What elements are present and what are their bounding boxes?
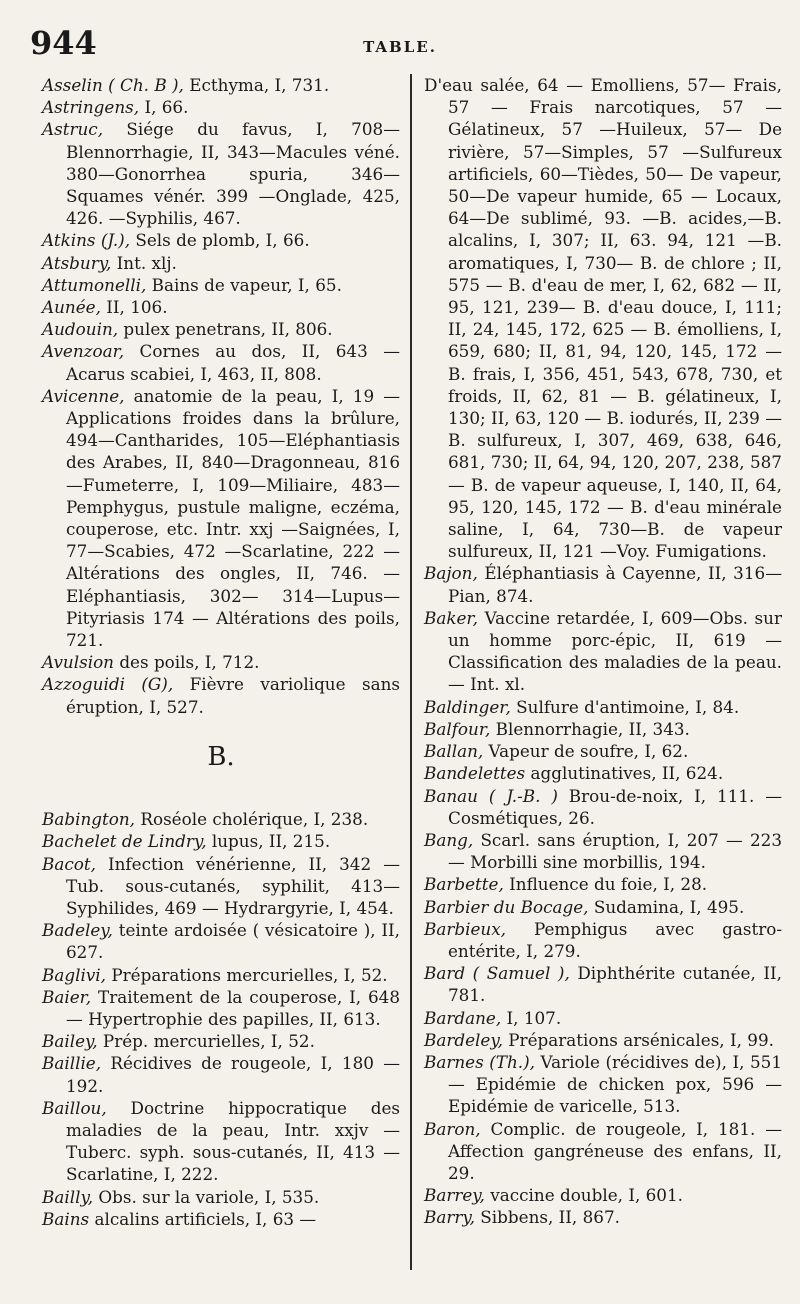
index-entry: [42, 673, 400, 717]
entry-name: Barrey,: [424, 1185, 485, 1206]
entry-text: Récidives de rougeole, I, 180 — 192.: [66, 1053, 400, 1096]
entry-name: Bardane,: [424, 1007, 502, 1028]
index-entry: [424, 873, 782, 895]
entry-name: Avulsion: [42, 652, 114, 673]
entry-text: Bains de vapeur, I, 65.: [146, 274, 342, 295]
entry-list-a: [42, 74, 400, 718]
index-entry: [42, 964, 400, 986]
entry-text: Ecthyma, I, 731.: [183, 75, 330, 95]
index-entry: [42, 318, 400, 340]
column-divider: [410, 74, 412, 1270]
entry-text: Siége du favus, I, 708—Blennorrhagie, II, 343—Macules véné. 380—Gonorrhea spuria, 346—Squames vénér. 399 —Onglade, 425, 426. —Syphilis, 467.: [66, 119, 400, 229]
index-entry: [42, 1097, 400, 1186]
index-entry: [424, 1206, 782, 1228]
index-entry: [42, 651, 400, 673]
entry-list-b: [42, 808, 400, 1230]
left-column: [42, 74, 400, 1230]
entry-name: Barbette,: [424, 874, 504, 895]
index-entry: [424, 1051, 782, 1118]
entry-text: des poils, I, 712.: [113, 652, 260, 673]
running-title: TABLE.: [363, 38, 437, 56]
entry-name: Azzoguidi (G),: [42, 674, 174, 695]
index-entry: [424, 1184, 782, 1206]
index-entry: [42, 229, 400, 251]
entry-text: lupus, II, 215.: [206, 831, 331, 852]
index-entry: [424, 718, 782, 740]
index-entry: [424, 1118, 782, 1185]
entry-name: Bacot,: [42, 853, 96, 874]
entry-text: II, 106.: [100, 297, 168, 318]
index-entry: [42, 853, 400, 920]
entry-name: Bains: [42, 1208, 90, 1229]
entry-text: teinte ardoisée ( vésicatoire ), II, 627.: [66, 920, 400, 963]
index-entry: [42, 1186, 400, 1208]
index-entry: [424, 1007, 782, 1029]
entry-name: Baldinger,: [424, 696, 511, 717]
entry-name: Atkins (J.),: [42, 230, 131, 251]
index-entry: [42, 1030, 400, 1052]
index-entry: [424, 1029, 782, 1051]
entry-name: Baillie,: [42, 1053, 102, 1074]
index-entry: [42, 252, 400, 274]
entry-name: Banau ( J.-B. ): [424, 785, 558, 806]
index-entry: [424, 562, 782, 606]
index-entry: [42, 74, 400, 96]
entry-name: Bard ( Samuel ),: [424, 963, 570, 984]
index-entry: [424, 607, 782, 696]
entry-text: D'eau salée, 64 — Emolliens, 57— Frais, 57 — Frais narcotiques, 57 — Gélatineux, 57 —Huileux, 57— De rivière, 57—Simples, 57 —Sulfureux artificiels, 60—Tièdes, 50— De vapeur, 50—De vapeur humide, 65 — Locaux, 64—De sublimé, 93. —B. acides,—B. alcalins, I, 307; II, 63. 94, 121 —B. aromatiques, I, 730— B. de chlore ; II, 575 — B. d'eau de mer, I, 62, 682 — II, 95, 121, 239— B. d'eau douce, I, 111; II, 24, 145, 172, 625 — B. émolliens, I, 659, 680; II, 81, 94, 120, 145, 172 — B. frais, I, 356, 451, 543, 678, 730, et froids, II, 62, 81 — B. gélatineux, I, 130; II, 63, 120 — B. iodurés, II, 239 — B. sulfureux, I, 307, 469, 638, 646, 681, 730; II, 64, 94, 120, 207, 238, 587 — B. de vapeur aqueuse, I, 140, II, 64, 95, 120, 145, 172 — B. d'eau minérale saline, I, 64, 730—B. de vapeur sulfureux, II, 121 —Voy. Fumigations.: [424, 75, 782, 562]
index-entry: [424, 696, 782, 718]
entry-text: Sudamina, I, 495.: [588, 896, 745, 917]
entry-text: Complic. de rougeole, I, 181. —Affection gangréneuse des enfans, II, 29.: [448, 1118, 782, 1183]
entry-text: Blennorrhagie, II, 343.: [490, 718, 690, 739]
section-letter: B.: [207, 741, 235, 772]
entry-text: Sibbens, II, 867.: [474, 1207, 620, 1228]
page-header: [30, 24, 770, 74]
entry-text: vaccine double, I, 601.: [484, 1185, 683, 1206]
entry-text: I, 107.: [501, 1007, 562, 1028]
entry-name: Avicenne,: [42, 385, 125, 406]
index-entry: [42, 919, 400, 963]
index-entry: [42, 296, 400, 318]
entry-name: Atsbury,: [42, 252, 112, 273]
index-entry: [42, 830, 400, 852]
entry-name: Astringens,: [42, 97, 140, 118]
entry-list-right: [424, 74, 782, 1229]
entry-text: Fièvre variolique sans éruption, I, 527.: [66, 674, 400, 717]
entry-name: Asselin ( Ch. B ),: [42, 75, 184, 95]
index-entry: [42, 340, 400, 384]
entry-text: Infection vénérienne, II, 342 —Tub. sous-cutanés, syphilit, 413— Syphilides, 469 — Hydrargyrie, I, 454.: [66, 853, 400, 918]
entry-text: Sulfure d'antimoine, I, 84.: [510, 696, 740, 717]
entry-text: Préparations mercurielles, I, 52.: [106, 964, 388, 985]
entry-name: Barbieux,: [424, 918, 507, 939]
entry-name: Baglivi,: [42, 964, 106, 985]
index-entry: [42, 808, 400, 830]
entry-text: Diphthérite cutanée, II, 781.: [448, 963, 782, 1006]
entry-text: Éléphantiasis à Cayenne, II, 316— Pian, 874.: [448, 563, 782, 606]
right-column: [424, 74, 782, 1229]
page-number: 944: [30, 24, 97, 62]
index-entry: [424, 962, 782, 1006]
entry-name: Ballan,: [424, 741, 484, 762]
entry-name: Astruc,: [42, 119, 104, 140]
entry-name: Baier,: [42, 986, 92, 1007]
index-entry: [42, 1052, 400, 1096]
entry-name: Avenzoar,: [42, 341, 125, 362]
index-entry: [42, 385, 400, 651]
entry-text: Brou-de-noix, I, 111. — Cosmétiques, 26.: [448, 785, 782, 828]
entry-text: Sels de plomb, I, 66.: [130, 230, 310, 251]
entry-text: Scarl. sans éruption, I, 207 — 223 — Morbilli sine morbillis, 194.: [448, 829, 782, 873]
entry-name: Balfour,: [424, 718, 491, 739]
index-entry: [424, 740, 782, 762]
entry-name: Bajon,: [424, 563, 478, 584]
entry-text: Pemphigus avec gastro-entérite, I, 279.: [448, 918, 782, 961]
entry-name: Baillou,: [42, 1097, 107, 1118]
entry-name: Babington,: [42, 809, 135, 830]
entry-name: Baker,: [424, 607, 478, 628]
entry-name: Bandelettes: [424, 763, 526, 784]
entry-text: Vaccine retardée, I, 609—Obs. sur un homme porc-épic, II, 619 —Classification des maladies de la peau.— Int. xl.: [448, 607, 782, 695]
index-entry: [424, 918, 782, 962]
index-entry: [424, 896, 782, 918]
index-entry: [424, 785, 782, 829]
entry-name: Aunée,: [42, 297, 101, 318]
index-entry: [424, 762, 782, 784]
entry-text: Int. xlj.: [111, 252, 177, 273]
entry-text: Obs. sur la variole, I, 535.: [93, 1186, 320, 1207]
index-entry: [42, 1208, 400, 1230]
index-entry: [42, 274, 400, 296]
entry-name: Barbier du Bocage,: [424, 896, 589, 917]
index-entry: [424, 829, 782, 873]
entry-text: Vapeur de soufre, I, 62.: [483, 741, 689, 762]
entry-text: Doctrine hippocratique des maladies de la peau, Intr. xxjv — Tuberc. syph. sous-cutanés, II, 413 — Scarlatine, I, 222.: [66, 1097, 400, 1185]
entry-name: Bailey,: [42, 1031, 98, 1052]
index-entry: [424, 74, 782, 562]
entry-text: pulex penetrans, II, 806.: [118, 319, 333, 340]
entry-name: Audouin,: [42, 319, 119, 340]
entry-name: Attumonelli,: [42, 274, 147, 295]
entry-text: alcalins artificiels, I, 63 —: [89, 1208, 317, 1229]
entry-name: Bailly,: [42, 1186, 94, 1207]
entry-text: Roséole cholérique, I, 238.: [135, 809, 369, 830]
index-entry: [42, 986, 400, 1030]
index-entry: [42, 118, 400, 229]
entry-text: I, 66.: [139, 97, 189, 118]
entry-name: Barry,: [424, 1207, 475, 1228]
entry-text: Influence du foie, I, 28.: [503, 874, 708, 895]
entry-text: Cornes au dos, II, 643 — Acarus scabiei, I, 463, II, 808.: [66, 341, 400, 384]
entry-name: Baron,: [424, 1118, 481, 1139]
entry-name: Bachelet de Lindry,: [42, 831, 207, 852]
entry-text: Traitement de la couperose, I, 648 — Hypertrophie des papilles, II, 613.: [66, 986, 400, 1029]
entry-text: agglutinatives, II, 624.: [525, 763, 724, 784]
entry-text: anatomie de la peau, I, 19 —Applications froides dans la brûlure, 494—Cantharides, 105—Eléphantiasis des Arabes, II, 840—Dragonneau, 816—Fumeterre, I, 109—Miliaire, 483—Pemphygus, pustule maligne, eczéma, couperose, etc. Intr. xxj —Saignées, I, 77—Scabies, 472 —Scarlatine, 222 — Altérations des ongles, II, 746. — Eléphantiasis, 302— 314—Lupus— Pityriasis 174 — Altérations des poils, 721.: [66, 385, 400, 651]
entry-text: Variole (récidives de), I, 551 — Epidémie de chicken pox, 596 — Epidémie de varicelle, 513.: [448, 1051, 782, 1117]
index-entry: [42, 96, 400, 118]
entry-name: Bardeley,: [424, 1029, 503, 1050]
entry-text: Prép. mercurielles, I, 52.: [97, 1031, 315, 1052]
entry-name: Barnes (Th.),: [424, 1051, 536, 1072]
entry-text: Préparations arsénicales, I, 99.: [502, 1029, 774, 1050]
entry-name: Badeley,: [42, 920, 113, 941]
entry-name: Bang,: [424, 829, 474, 850]
